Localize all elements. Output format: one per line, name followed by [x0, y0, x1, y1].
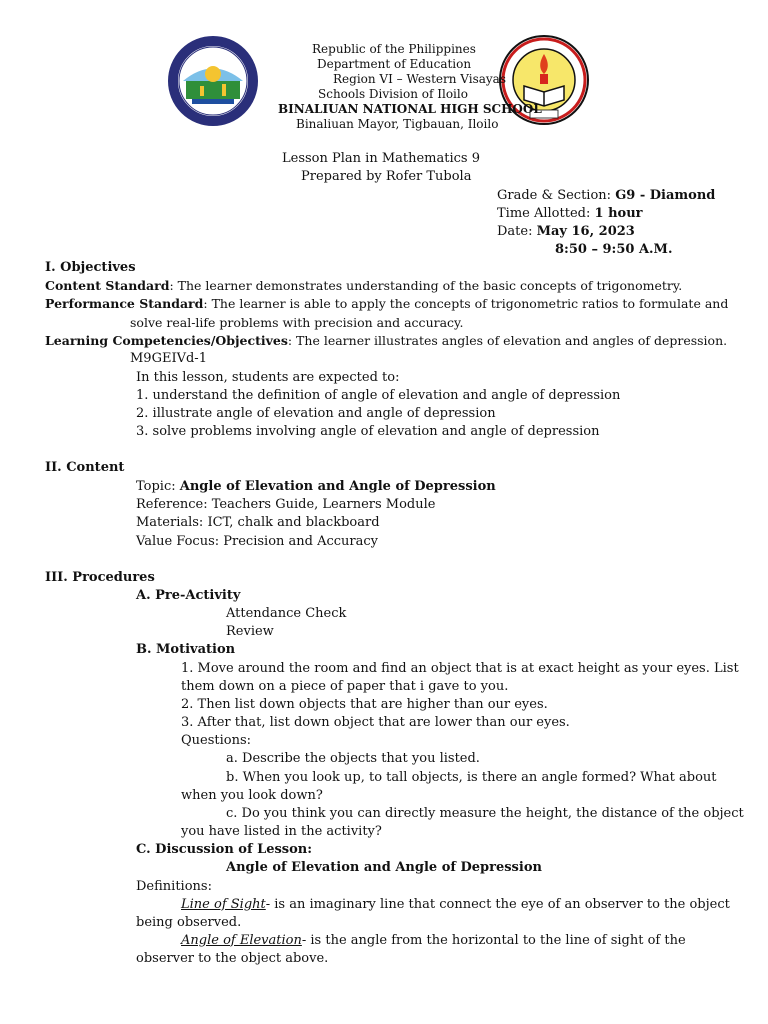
- performance-standard: [45, 296, 728, 312]
- objective-item: 2. illustrate angle of elevation and angle of depression: [136, 406, 496, 421]
- objectives-heading: I. Objectives: [45, 260, 136, 275]
- topic-label: Topic:: [136, 479, 180, 494]
- line-of-sight-term: Line of Sight: [181, 897, 266, 912]
- date: [497, 224, 635, 240]
- objectives-intro: In this lesson, students are expected to:: [136, 370, 400, 385]
- attendance-check: Attendance Check: [226, 606, 347, 621]
- definition-line-of-sight-cont: being observed.: [136, 915, 242, 930]
- objective-item: 1. understand the definition of angle of elevation and angle of depression: [136, 388, 621, 403]
- definitions-label: Definitions:: [136, 879, 212, 894]
- content-standard-label: Content Standard: [45, 278, 170, 293]
- discussion-title: Angle of Elevation and Angle of Depression: [226, 860, 542, 875]
- topic: [136, 479, 496, 495]
- motivation-heading: B. Motivation: [136, 642, 236, 657]
- content-standard: [45, 278, 682, 294]
- objective-item: 3. solve problems involving angle of elevation and angle of depression: [136, 424, 600, 439]
- competency-code: M9GEIVd-1: [130, 351, 207, 366]
- prepared-by: Prepared by Rofer Tubola: [301, 169, 472, 184]
- time-allotted: [497, 206, 643, 222]
- pre-activity-heading: A. Pre-Activity: [136, 588, 241, 603]
- time-label: Time Allotted:: [497, 206, 595, 221]
- time-range: 8:50 – 9:50 A.M.: [555, 242, 673, 257]
- header-division: Schools Division of Iloilo: [318, 87, 468, 101]
- performance-standard-label: Performance Standard: [45, 296, 204, 311]
- definition-angle-of-elevation: [181, 933, 686, 949]
- performance-standard-text: : The learner is able to apply the concepts of trigonometric ratios to formulate and: [203, 296, 729, 311]
- competencies: [45, 333, 727, 349]
- motivation-item-2: 2. Then list down objects that are higher than our eyes.: [181, 697, 548, 712]
- question-c: c. Do you think you can directly measure the height, the distance of the object: [226, 806, 744, 821]
- grade-label: Grade & Section:: [497, 188, 616, 203]
- time-value: 1 hour: [594, 206, 643, 221]
- definition-angle-of-elevation-cont: observer to the object above.: [136, 951, 329, 966]
- competencies-text: : The learner illustrates angles of elevation and angles of depression.: [287, 333, 728, 348]
- header-republic: Republic of the Philippines: [312, 42, 476, 56]
- grade-section: [497, 188, 715, 204]
- header-school: BINALIUAN NATIONAL HIGH SCHOOL: [278, 102, 542, 116]
- question-b-cont: when you look down?: [181, 788, 323, 803]
- value-focus: Value Focus: Precision and Accuracy: [136, 534, 379, 549]
- lesson-title: Lesson Plan in Mathematics 9: [282, 151, 480, 166]
- topic-value: Angle of Elevation and Angle of Depression: [179, 479, 496, 494]
- materials: Materials: ICT, chalk and blackboard: [136, 515, 380, 530]
- question-b: b. When you look up, to tall objects, is there an angle formed? What about: [226, 770, 717, 785]
- definition-line-of-sight: [181, 897, 730, 913]
- grade-value: G9 - Diamond: [615, 188, 716, 203]
- competencies-label: Learning Competencies/Objectives: [45, 333, 288, 348]
- angle-of-elevation-term: Angle of Elevation: [181, 933, 302, 948]
- line-of-sight-text: - is an imaginary line that connect the eye of an observer to the object: [265, 897, 730, 912]
- angle-of-elevation-text: - is the angle from the horizontal to the line of sight of the: [301, 933, 686, 948]
- header-address: Binaliuan Mayor, Tigbauan, Iloilo: [296, 117, 499, 131]
- content-heading: II. Content: [45, 460, 125, 475]
- deped-seal-logo: [168, 36, 258, 126]
- header-region: Region VI – Western Visayas: [333, 72, 506, 86]
- question-c-cont: you have listed in the activity?: [181, 824, 382, 839]
- procedures-heading: III. Procedures: [45, 570, 155, 585]
- questions-label: Questions:: [181, 733, 252, 748]
- content-standard-text: : The learner demonstrates understanding of the basic concepts of trigonometry.: [169, 278, 683, 293]
- question-a: a. Describe the objects that you listed.: [226, 751, 480, 766]
- review: Review: [226, 624, 274, 639]
- header-deped: Department of Education: [317, 57, 472, 71]
- reference: Reference: Teachers Guide, Learners Module: [136, 497, 436, 512]
- motivation-item-3: 3. After that, list down object that are lower than our eyes.: [181, 715, 570, 730]
- motivation-item-1-cont: them down on a piece of paper that i gave to you.: [181, 679, 509, 694]
- date-value: May 16, 2023: [536, 224, 635, 239]
- discussion-heading: C. Discussion of Lesson:: [136, 842, 313, 857]
- motivation-item-1: 1. Move around the room and find an object that is at exact height as your eyes. List: [181, 661, 739, 676]
- performance-standard-cont: solve real-life problems with precision and accuracy.: [130, 315, 464, 330]
- date-label: Date:: [497, 224, 537, 239]
